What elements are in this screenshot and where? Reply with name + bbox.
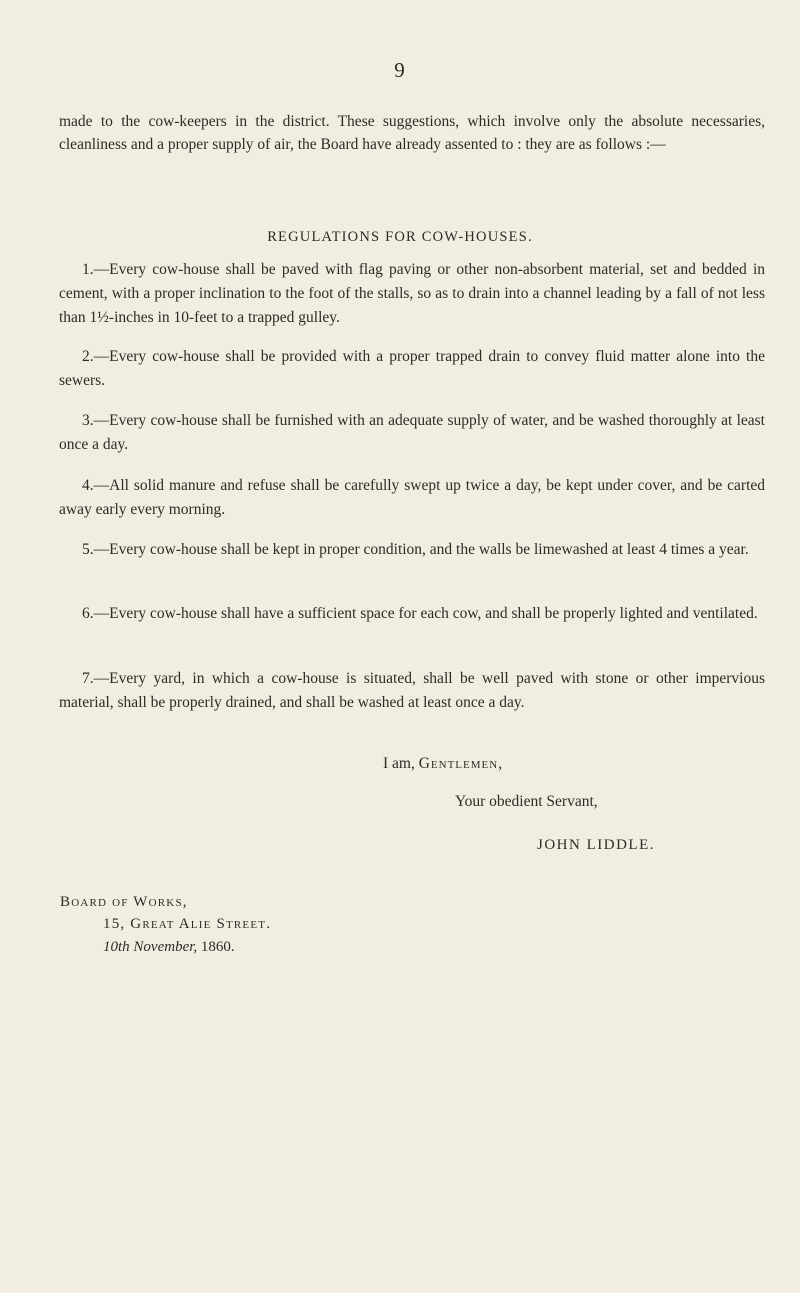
closing-servant: Your obedient Servant, <box>455 793 598 810</box>
regulation-item-1: 1.—Every cow-house shall be paved with flag paving or other non-absorbent material, set and bedded in cement, with a proper inclination to the foot of the stalls, so as to drain into a channel leading by a fall of not less than 1½-inches in 10-feet to a trapped gulley. <box>59 261 765 326</box>
regulation-item-2: 2.—Every cow-house shall be provided with a proper trapped drain to convey fluid matter alone into the sewers. <box>59 348 765 389</box>
address-line-1: Board of Works, <box>60 894 188 910</box>
regulations-heading: REGULATIONS FOR COW-HOUSES. <box>267 229 533 245</box>
intro-paragraph: made to the cow-keepers in the district. These suggestions, which involve only the absolute necessaries, cleanliness and a proper supply of air, the Board have already assented to : they are as follows :— <box>59 113 765 153</box>
regulation-item-6: 6.—Every cow-house shall have a sufficient space for each cow, and shall be properly lighted and ventilated. <box>82 605 758 622</box>
page-number: 9 <box>394 58 406 82</box>
date-year: 1860. <box>197 939 235 955</box>
regulation-item-7: 7.—Every yard, in which a cow-house is situated, shall be well paved with stone or other impervious material, shall be properly drained, and shall be washed at least once a day. <box>59 670 765 711</box>
salutation-prefix: I am, <box>383 755 419 772</box>
salutation-name: Gentlemen, <box>418 755 504 772</box>
date-day-month: 10th November, <box>103 939 198 955</box>
regulation-item-4: 4.—All solid manure and refuse shall be carefully swept up twice a day, be kept under cover, and be carted away early every morning. <box>59 477 765 518</box>
regulation-item-3: 3.—Every cow-house shall be furnished with an adequate supply of water, and be washed thoroughly at least once a day. <box>59 412 765 453</box>
signature: JOHN LIDDLE. <box>537 837 655 853</box>
letter-date <box>103 939 235 956</box>
regulation-item-5: 5.—Every cow-house shall be kept in proper condition, and the walls be limewashed at least 4 times a year. <box>82 541 749 558</box>
closing-salutation <box>383 755 503 773</box>
address-line-2: 15, Great Alie Street. <box>103 916 272 932</box>
